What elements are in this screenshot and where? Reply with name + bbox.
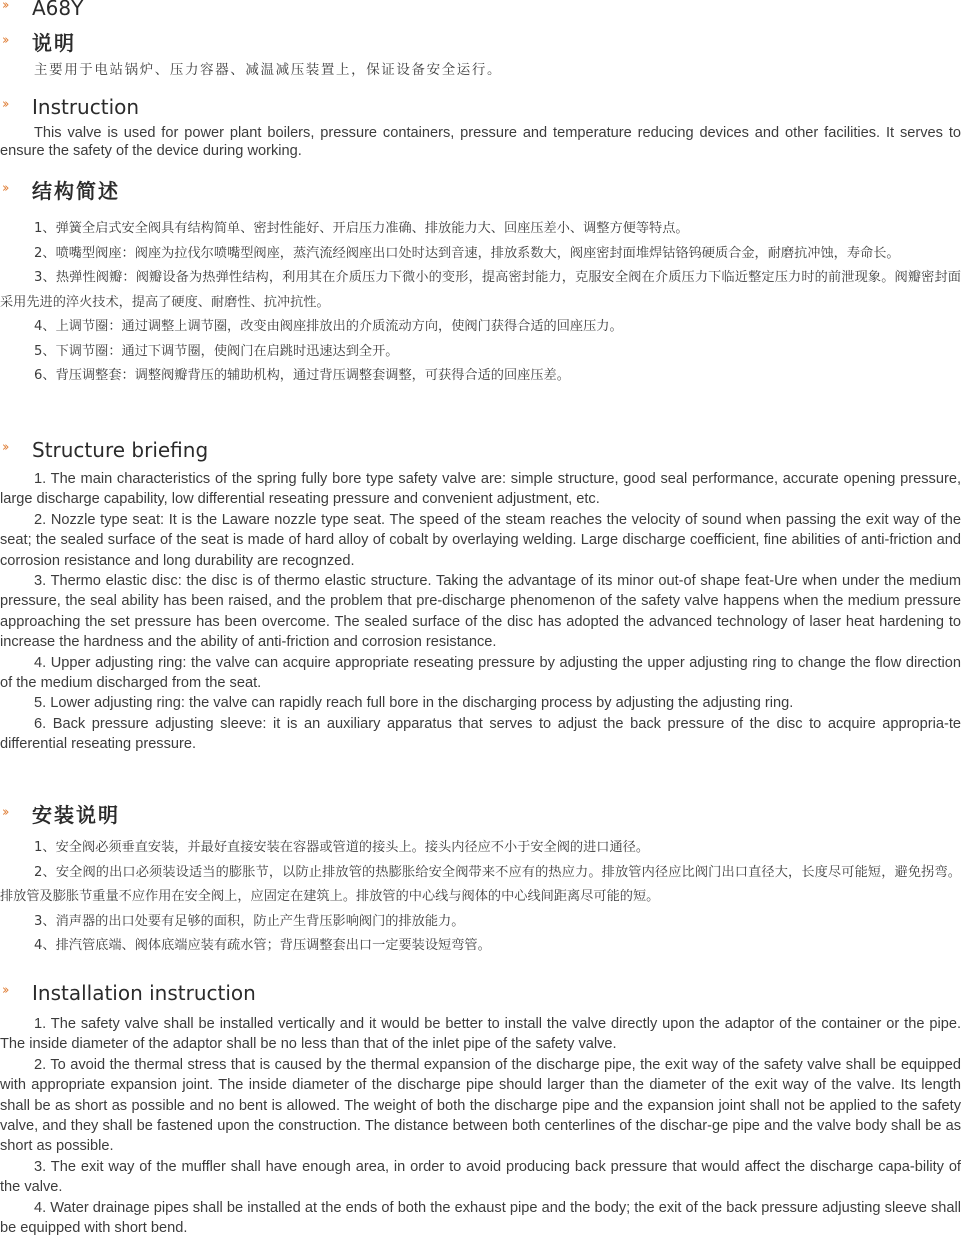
model-title: A68Y: [32, 0, 84, 20]
installation-en-section: [0, 981, 961, 1238]
structure-cn-list: [0, 217, 961, 389]
description-cn-heading: [0, 31, 961, 61]
structure-cn-item: 2、喷嘴型阀座：阀座为拉伐尔喷嘴型阀座，蒸汽流经阀座出口处时达到音速，排放系数大，阀座密封面堆焊钴铬钨硬质合金，耐磨抗冲蚀，寿命长。: [34, 245, 900, 261]
double-chevron-icon: ››: [2, 983, 7, 998]
installation-cn-item: 1、安全阀必须垂直安装，并最好直接安装在容器或管道的接头上。接头内径应不小于安全阀的进口通径。: [34, 840, 650, 855]
double-chevron-icon: ››: [2, 805, 7, 820]
structure-cn-heading: [0, 179, 961, 209]
instruction-en-section: [0, 95, 961, 160]
structure-en-item: 3. Thermo elastic disc: the disc is of thermo elastic structure. Taking the advantage of its minor out-of shape feat-Ure when under the medium pressure, the seal ability has been raised, and the problem that pre-discharge phenomenon of the safety valve happens when the medium pressure approaching the set pressure has been overcome. The sealed surface of the disc has adopted the advanced technology of laser heat hardening to increase the hardness and the ability of anti-friction and corrosion resistance.: [0, 573, 961, 651]
double-chevron-icon: ››: [2, 33, 7, 48]
instruction-en-heading: [0, 95, 961, 125]
structure-cn-item: 3、热弹性阀瓣：阀瓣设备为热弹性结构，利用其在介质压力下微小的变形，提高密封能力，克服安全阀在介质压力下临近整定压力时的前泄现象。阀瓣密封面采用先进的淬火技术，提高了硬度、耐磨性、抗冲抗性。: [0, 270, 961, 310]
structure-en-section: [0, 438, 961, 755]
installation-en-item: 2. To avoid the thermal stress that is caused by the thermal expansion of the discharge pipe, the exit way of the safety valve shall be equipped with appropriate expansion joint. The inside diameter of the discharge pipe should larger than the diameter of the exit way of the valve. Its length shall be as short as possible and no bent is allowed. The weight of both the discharge pipe and the expansion joint shall not be applied to the safety valve, and they shall be fastened upon the construction. The distance between both centerlines of the dischar-ge pipe and the valve body shall be as short as possible.: [0, 1056, 961, 1155]
installation-cn-item: 4、排汽管底端、阀体底端应装有疏水管；背压调整套出口一定要装设短弯管。: [34, 938, 491, 953]
structure-en-item: 4. Upper adjusting ring: the valve can acquire appropriate reseating pressure by adjusting the upper adjusting ring to change the flow direction of the medium discharged from the seat.: [0, 654, 961, 692]
structure-cn-section: [0, 179, 961, 389]
description-cn-title: 说明: [32, 31, 76, 55]
structure-cn-title: 结构简述: [32, 179, 120, 203]
installation-cn-section: [0, 803, 961, 959]
double-chevron-icon: ››: [2, 97, 7, 112]
installation-en-title: Installation instruction: [32, 981, 256, 1005]
description-cn-section: [0, 31, 961, 83]
installation-cn-title: 安装说明: [32, 803, 120, 827]
installation-en-item: 1. The safety valve shall be installed vertically and it would be better to install the valve directly upon the adaptor of the container or the pipe. The inside diameter of the adaptor shall be no less than that of the inlet pipe of the safety valve.: [0, 1016, 961, 1053]
structure-en-item: 5. Lower adjusting ring: the valve can rapidly reach full bore in the discharging process by adjusting the adjusting ring.: [34, 695, 794, 712]
double-chevron-icon: ››: [2, 0, 7, 13]
structure-en-list: [0, 469, 961, 755]
structure-cn-item: 6、背压调整套：调整阀瓣背压的辅助机构，通过背压调整套调整，可获得合适的回座压差。: [34, 368, 570, 383]
model-heading: [0, 0, 961, 26]
structure-en-item: 6. Back pressure adjusting sleeve: it is an auxiliary apparatus that serves to adjust the back pressure of the disc to acquire appropria-te differential reseating pressure.: [0, 715, 961, 753]
structure-en-item: 1. The main characteristics of the spring fully bore type safety valve are: simple structure, good seal performance, accurate opening pressure, large discharge capability, low differential reseating pressure and convenient adjustment, etc.: [0, 471, 961, 508]
structure-en-heading: [0, 438, 961, 468]
instruction-en-title: Instruction: [32, 95, 140, 119]
structure-en-item: 2. Nozzle type seat: It is the Laware nozzle type seat. The speed of the steam reaches the velocity of sound when passing the exit way of the seat; the sealed surface of the seat is made of hard alloy of cobalt by overlaying welding. Large discharge coefficient, fine abilities of anti-friction and corrosion resistance and long durability are recognzed.: [0, 511, 961, 569]
installation-cn-item: 3、消声器的出口处要有足够的面积，防止产生背压影响阀门的排放能力。: [34, 913, 465, 929]
instruction-en-text: This valve is used for power plant boilers, pressure containers, pressure and temperature reducing devices and other facilities. It serves to ensure the safety of the device during working.: [0, 125, 961, 159]
structure-cn-item: 4、上调节圈：通过调整上调节圈，改变由阀座排放出的介质流动方向，使阀门获得合适的回座压力。: [34, 319, 623, 334]
installation-cn-heading: [0, 803, 961, 833]
installation-en-heading: [0, 981, 961, 1011]
installation-cn-list: [0, 836, 961, 959]
installation-cn-item: 2、安全阀的出口必须装设适当的膨胀节，以防止排放管的热膨胀给安全阀带来不应有的热应力。排放管内径应比阀门出口直径大，长度尽可能短，避免拐弯。排放管及膨胀节重量不应作用在安全阀上，应固定在建筑上。排放管的中心线与阀体的中心线间距离尽可能的短。: [0, 864, 961, 904]
model-section: [0, 0, 961, 26]
description-cn-text: 主要用于电站锅炉、压力容器、减温减压装置上，保证设备安全运行。: [34, 62, 503, 78]
structure-cn-item: 1、弹簧全启式安全阀具有结构简单、密封性能好、开启压力准确、排放能力大、回座压差小、调整方便等特点。: [34, 221, 689, 236]
structure-en-title: Structure briefing: [32, 438, 209, 462]
installation-en-item: 3. The exit way of the muffler shall have enough area, in order to avoid producing back pressure that would affect the discharge capa-bility of the valve.: [0, 1158, 961, 1196]
installation-en-list: [0, 1014, 961, 1238]
installation-en-item: 4. Water drainage pipes shall be installed at the ends of both the exhaust pipe and the body; the exit of the back pressure adjusting sleeve shall be equipped with short bend.: [0, 1199, 961, 1237]
double-chevron-icon: ››: [2, 440, 7, 455]
double-chevron-icon: ››: [2, 181, 7, 196]
structure-cn-item: 5、下调节圈：通过下调节圈，使阀门在启跳时迅速达到全开。: [34, 343, 399, 359]
